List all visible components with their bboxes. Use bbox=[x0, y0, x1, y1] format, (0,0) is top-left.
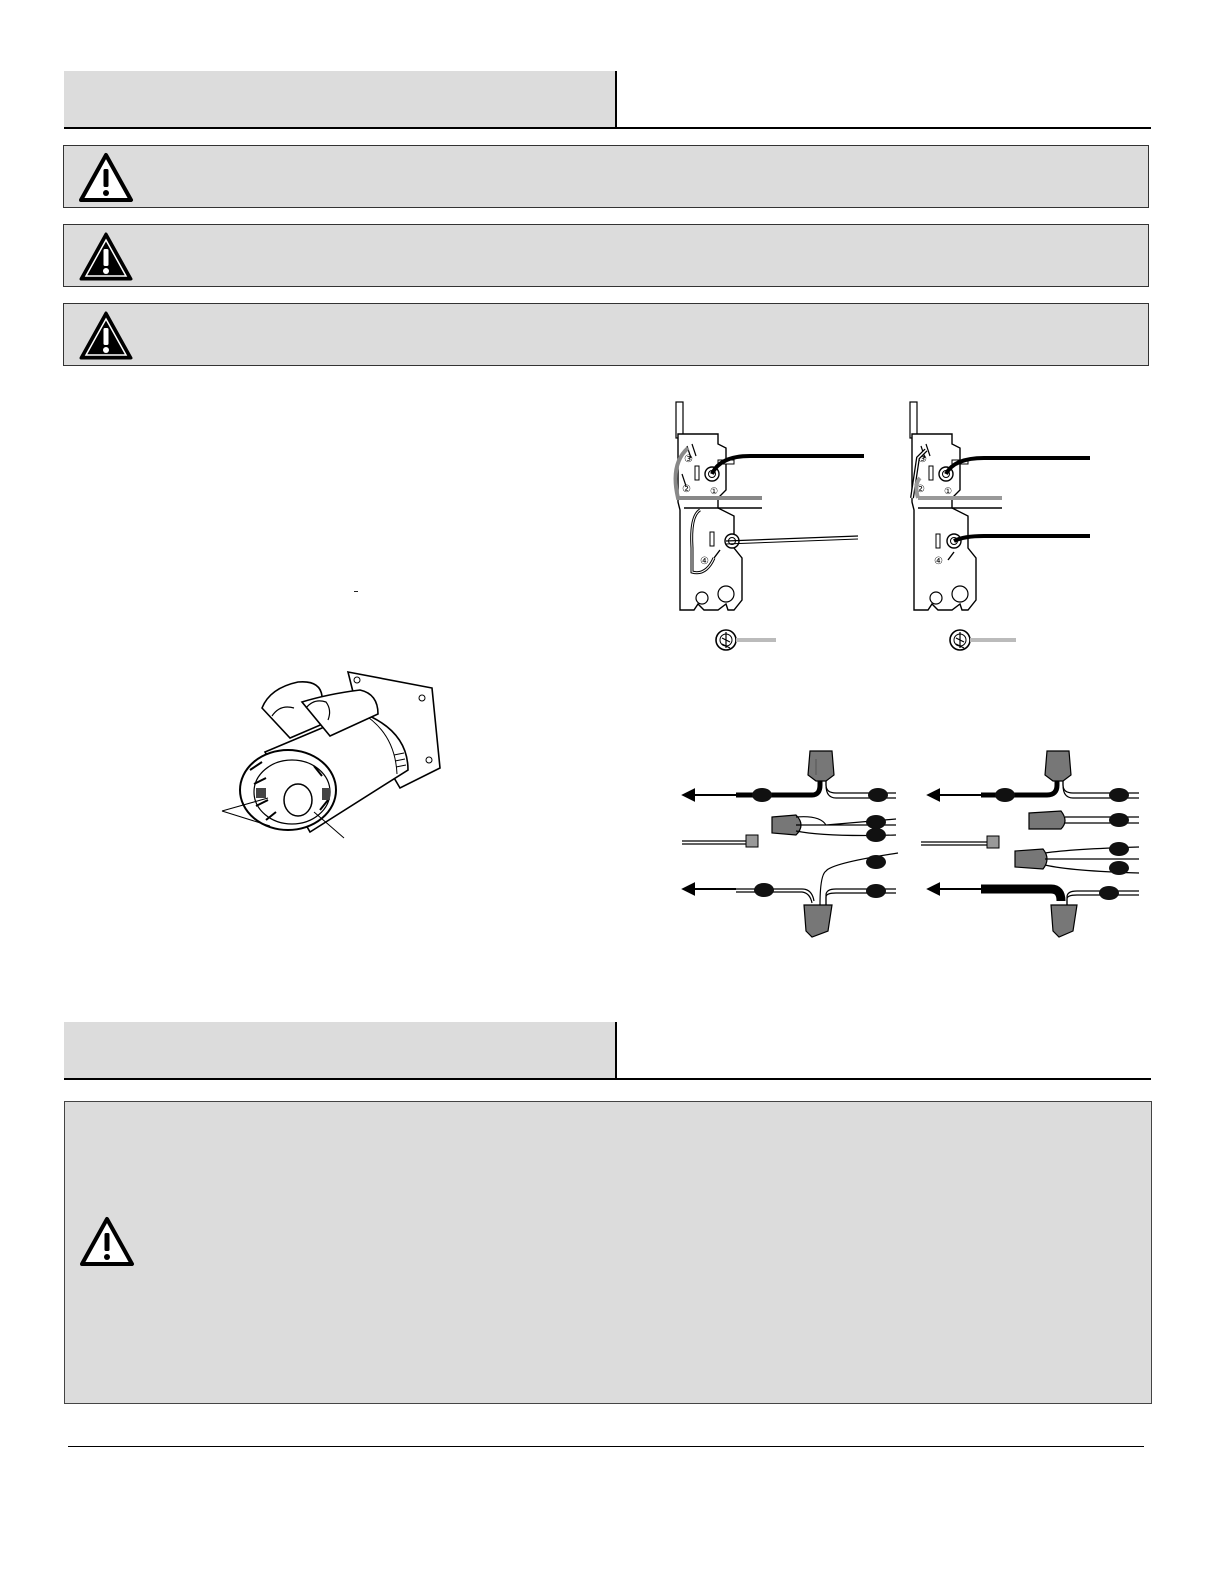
body-text bbox=[64, 395, 604, 645]
terminal-number-3: ③ bbox=[684, 454, 693, 465]
warning-triangle-outline-icon bbox=[79, 1216, 135, 1268]
terminal-number-2: ② bbox=[682, 484, 691, 495]
header-divider bbox=[615, 1022, 617, 1080]
wire-nut-set-right bbox=[921, 751, 1139, 937]
warning-triangle-outline-icon bbox=[78, 152, 134, 204]
header-rule bbox=[64, 127, 1151, 129]
terminal-board-left bbox=[676, 402, 864, 650]
warning-triangle-filled-icon bbox=[78, 310, 134, 362]
warning-box-3 bbox=[63, 303, 1149, 366]
terminal-number-3: ③ bbox=[918, 454, 927, 465]
wire-nut-diagrams bbox=[676, 745, 1146, 940]
warning-box-1 bbox=[63, 145, 1149, 208]
terminal-number-1: ① bbox=[944, 486, 953, 496]
pump-motor-illustration bbox=[210, 660, 460, 845]
terminal-number-1: ① bbox=[710, 486, 719, 496]
terminal-number-4: ④ bbox=[700, 556, 709, 567]
terminal-board-right bbox=[910, 402, 1090, 650]
terminal-number-4: ④ bbox=[934, 556, 943, 567]
terminal-number-2: ② bbox=[916, 484, 925, 495]
section-heading-box bbox=[64, 1022, 615, 1079]
section-header-1 bbox=[64, 71, 1151, 129]
section-heading-box bbox=[64, 71, 615, 128]
text-mark bbox=[354, 591, 358, 592]
footer-rule bbox=[68, 1446, 1144, 1447]
wire-nut-set-left bbox=[682, 751, 898, 937]
header-rule bbox=[64, 1078, 1151, 1080]
notice-panel bbox=[64, 1101, 1152, 1404]
warning-box-2 bbox=[63, 224, 1149, 287]
terminal-board-diagrams bbox=[670, 398, 1150, 658]
warning-triangle-filled-icon bbox=[78, 231, 134, 283]
header-divider bbox=[615, 71, 617, 129]
section-header-2 bbox=[64, 1022, 1151, 1080]
